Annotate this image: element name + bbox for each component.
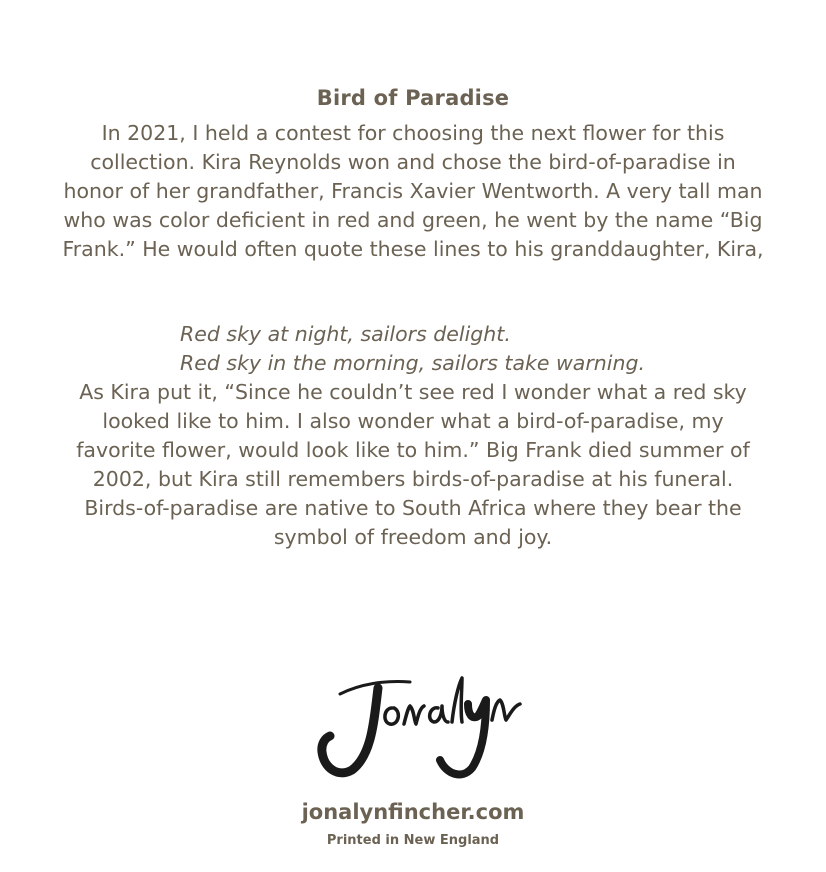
paragraph-2-text: As Kira put it, “Since he couldn’t see red I wonder what a red sky looked like to him. I also wonder what a bird-of-paradise, my favorite flower, would look like to him.” Big Frank died summer of 2002, but Kira still remembers birds-of-paradise at his funeral. Birds-of-paradise are native to South Africa where they bear the symbol of freedom and joy. <box>76 380 750 549</box>
printed-location: Printed in New England <box>326 833 500 848</box>
paragraph-1-text: In 2021, I held a contest for choosing the next flower for this collection. Kira Reynolds won and chose the bird-of-paradise in honor of her grandfather, Francis Xavier Wentworth. A very tall man who was color deficient in red and green, he went by the name “Big Frank.” He would often quote these lines to his granddaughter, Kira, <box>62 121 764 261</box>
verse-line-2-text: Red sky in the morning, sailors take warning. <box>180 351 645 375</box>
signature-logo <box>300 660 526 786</box>
story-paragraph-1 <box>60 119 766 264</box>
story-paragraph-2 <box>60 378 766 552</box>
verse-line-1-text: Red sky at night, sailors delight. <box>180 322 511 346</box>
website-url: jonalynfincher.com <box>301 800 525 824</box>
page-title: Bird of Paradise <box>316 86 510 110</box>
